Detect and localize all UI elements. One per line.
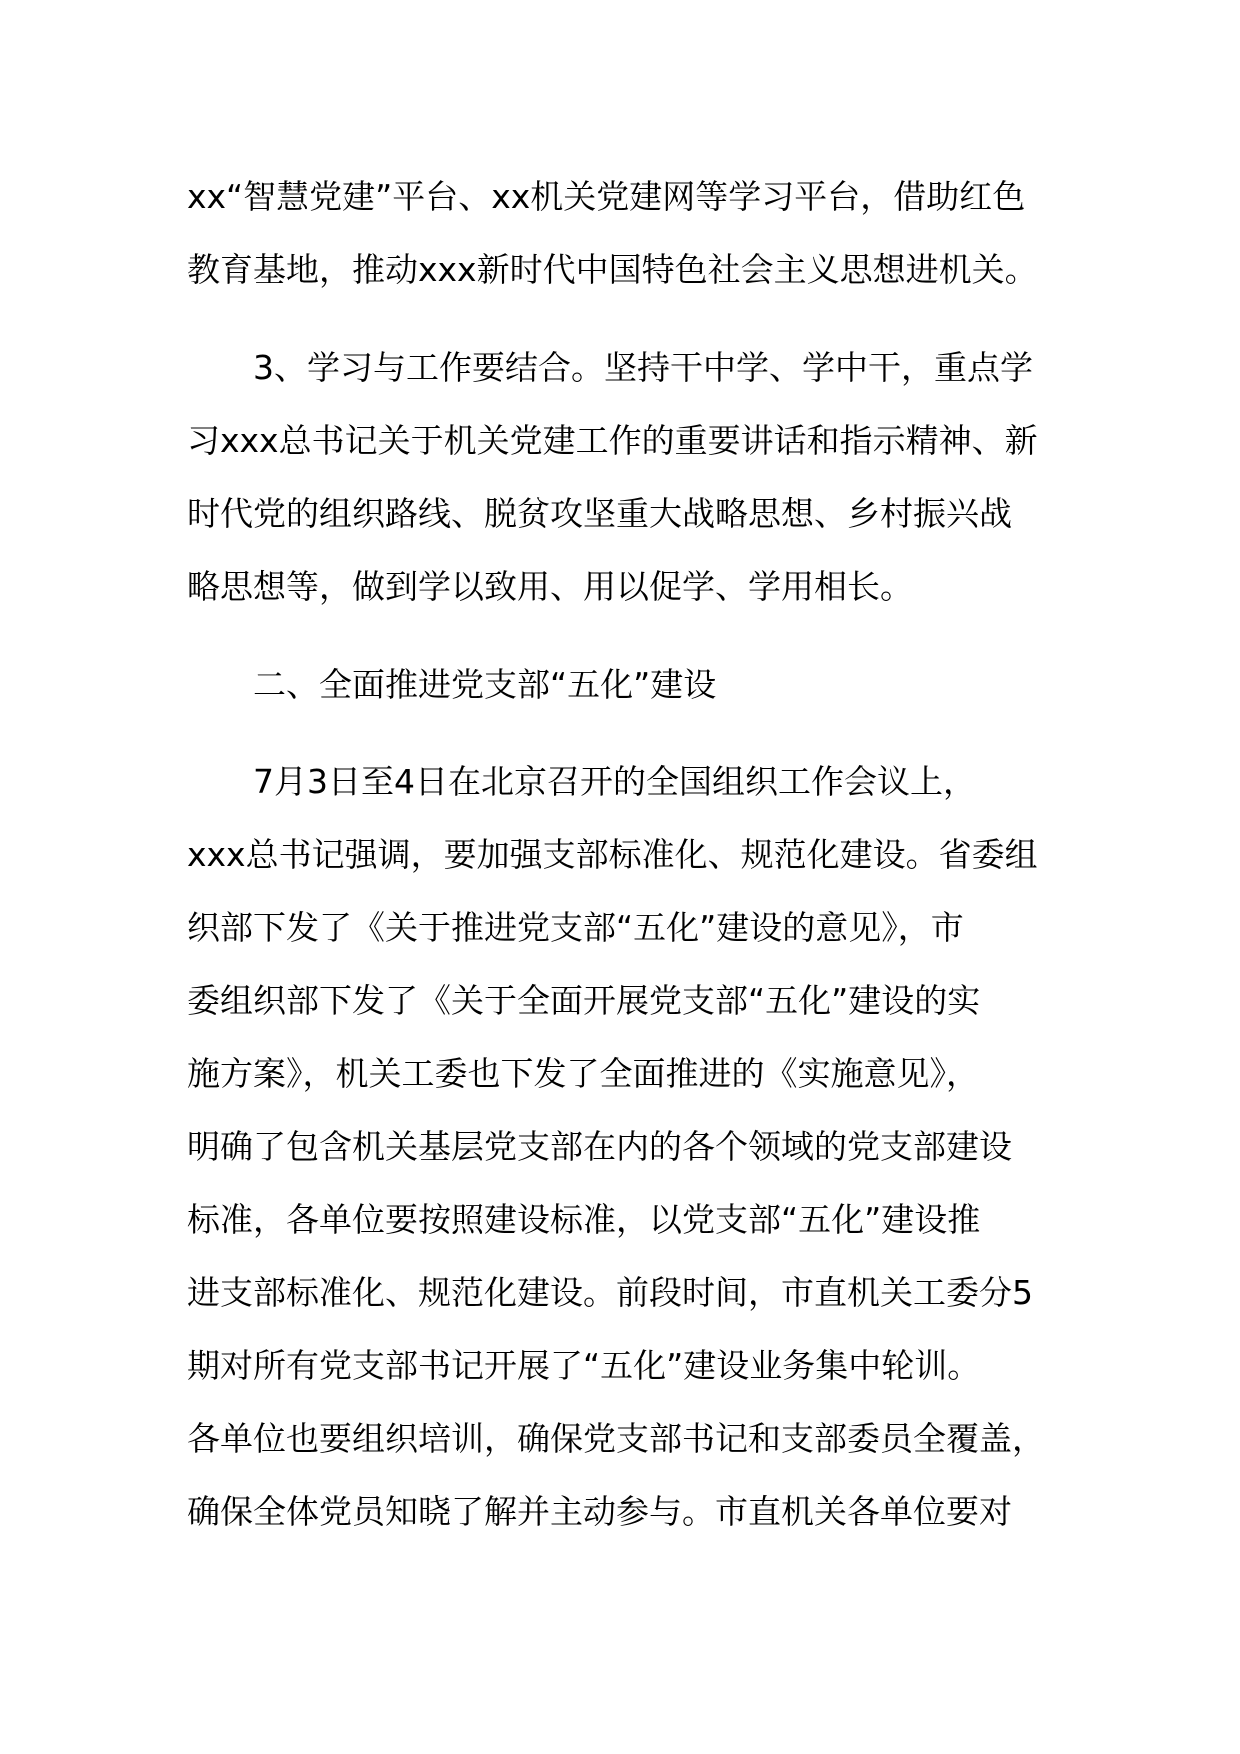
- text-line: 教育基地，推动xxx新时代中国特色社会主义思想进机关。: [187, 250, 1038, 289]
- text-line: 习xxx总书记关于机关党建工作的重要讲话和指示精神、新: [187, 421, 1038, 460]
- text-line: 期对所有党支部书记开展了“五化”建设业务集中轮训。: [187, 1346, 981, 1385]
- text-line: 各单位也要组织培训，确保党支部书记和支部委员全覆盖，: [187, 1419, 1045, 1458]
- text-line: xxx总书记强调，要加强支部标准化、规范化建设。省委组: [187, 835, 1038, 874]
- text-line: 委组织部下发了《关于全面开展党支部“五化”建设的实: [187, 981, 981, 1020]
- text-line: 略思想等，做到学以致用、用以促学、学用相长。: [187, 567, 913, 606]
- text-line: 时代党的组织路线、脱贫攻坚重大战略思想、乡村振兴战: [187, 494, 1012, 533]
- text-line: 织部下发了《关于推进党支部“五化”建设的意见》，市: [187, 908, 964, 947]
- text-line: xx“智慧党建”平台、xx机关党建网等学习平台，借助红色: [187, 177, 1026, 216]
- paragraph-start: 3、学习与工作要结合。坚持干中学、学中干，重点学: [253, 348, 1033, 387]
- text-line: 确保全体党员知晓了解并主动参与。市直机关各单位要对: [187, 1492, 1012, 1531]
- text-line: 施方案》，机关工委也下发了全面推进的《实施意见》，: [187, 1054, 979, 1093]
- text-line: 标准，各单位要按照建设标准，以党支部“五化”建设推: [187, 1200, 981, 1239]
- section-heading: 二、全面推进党支部“五化”建设: [253, 665, 717, 704]
- paragraph-start: 7月3日至4日在北京召开的全国组织工作会议上，: [253, 762, 976, 801]
- text-line: 明确了包含机关基层党支部在内的各个领域的党支部建设: [187, 1127, 1012, 1166]
- text-line: 进支部标准化、规范化建设。前段时间，市直机关工委分5: [187, 1273, 1033, 1312]
